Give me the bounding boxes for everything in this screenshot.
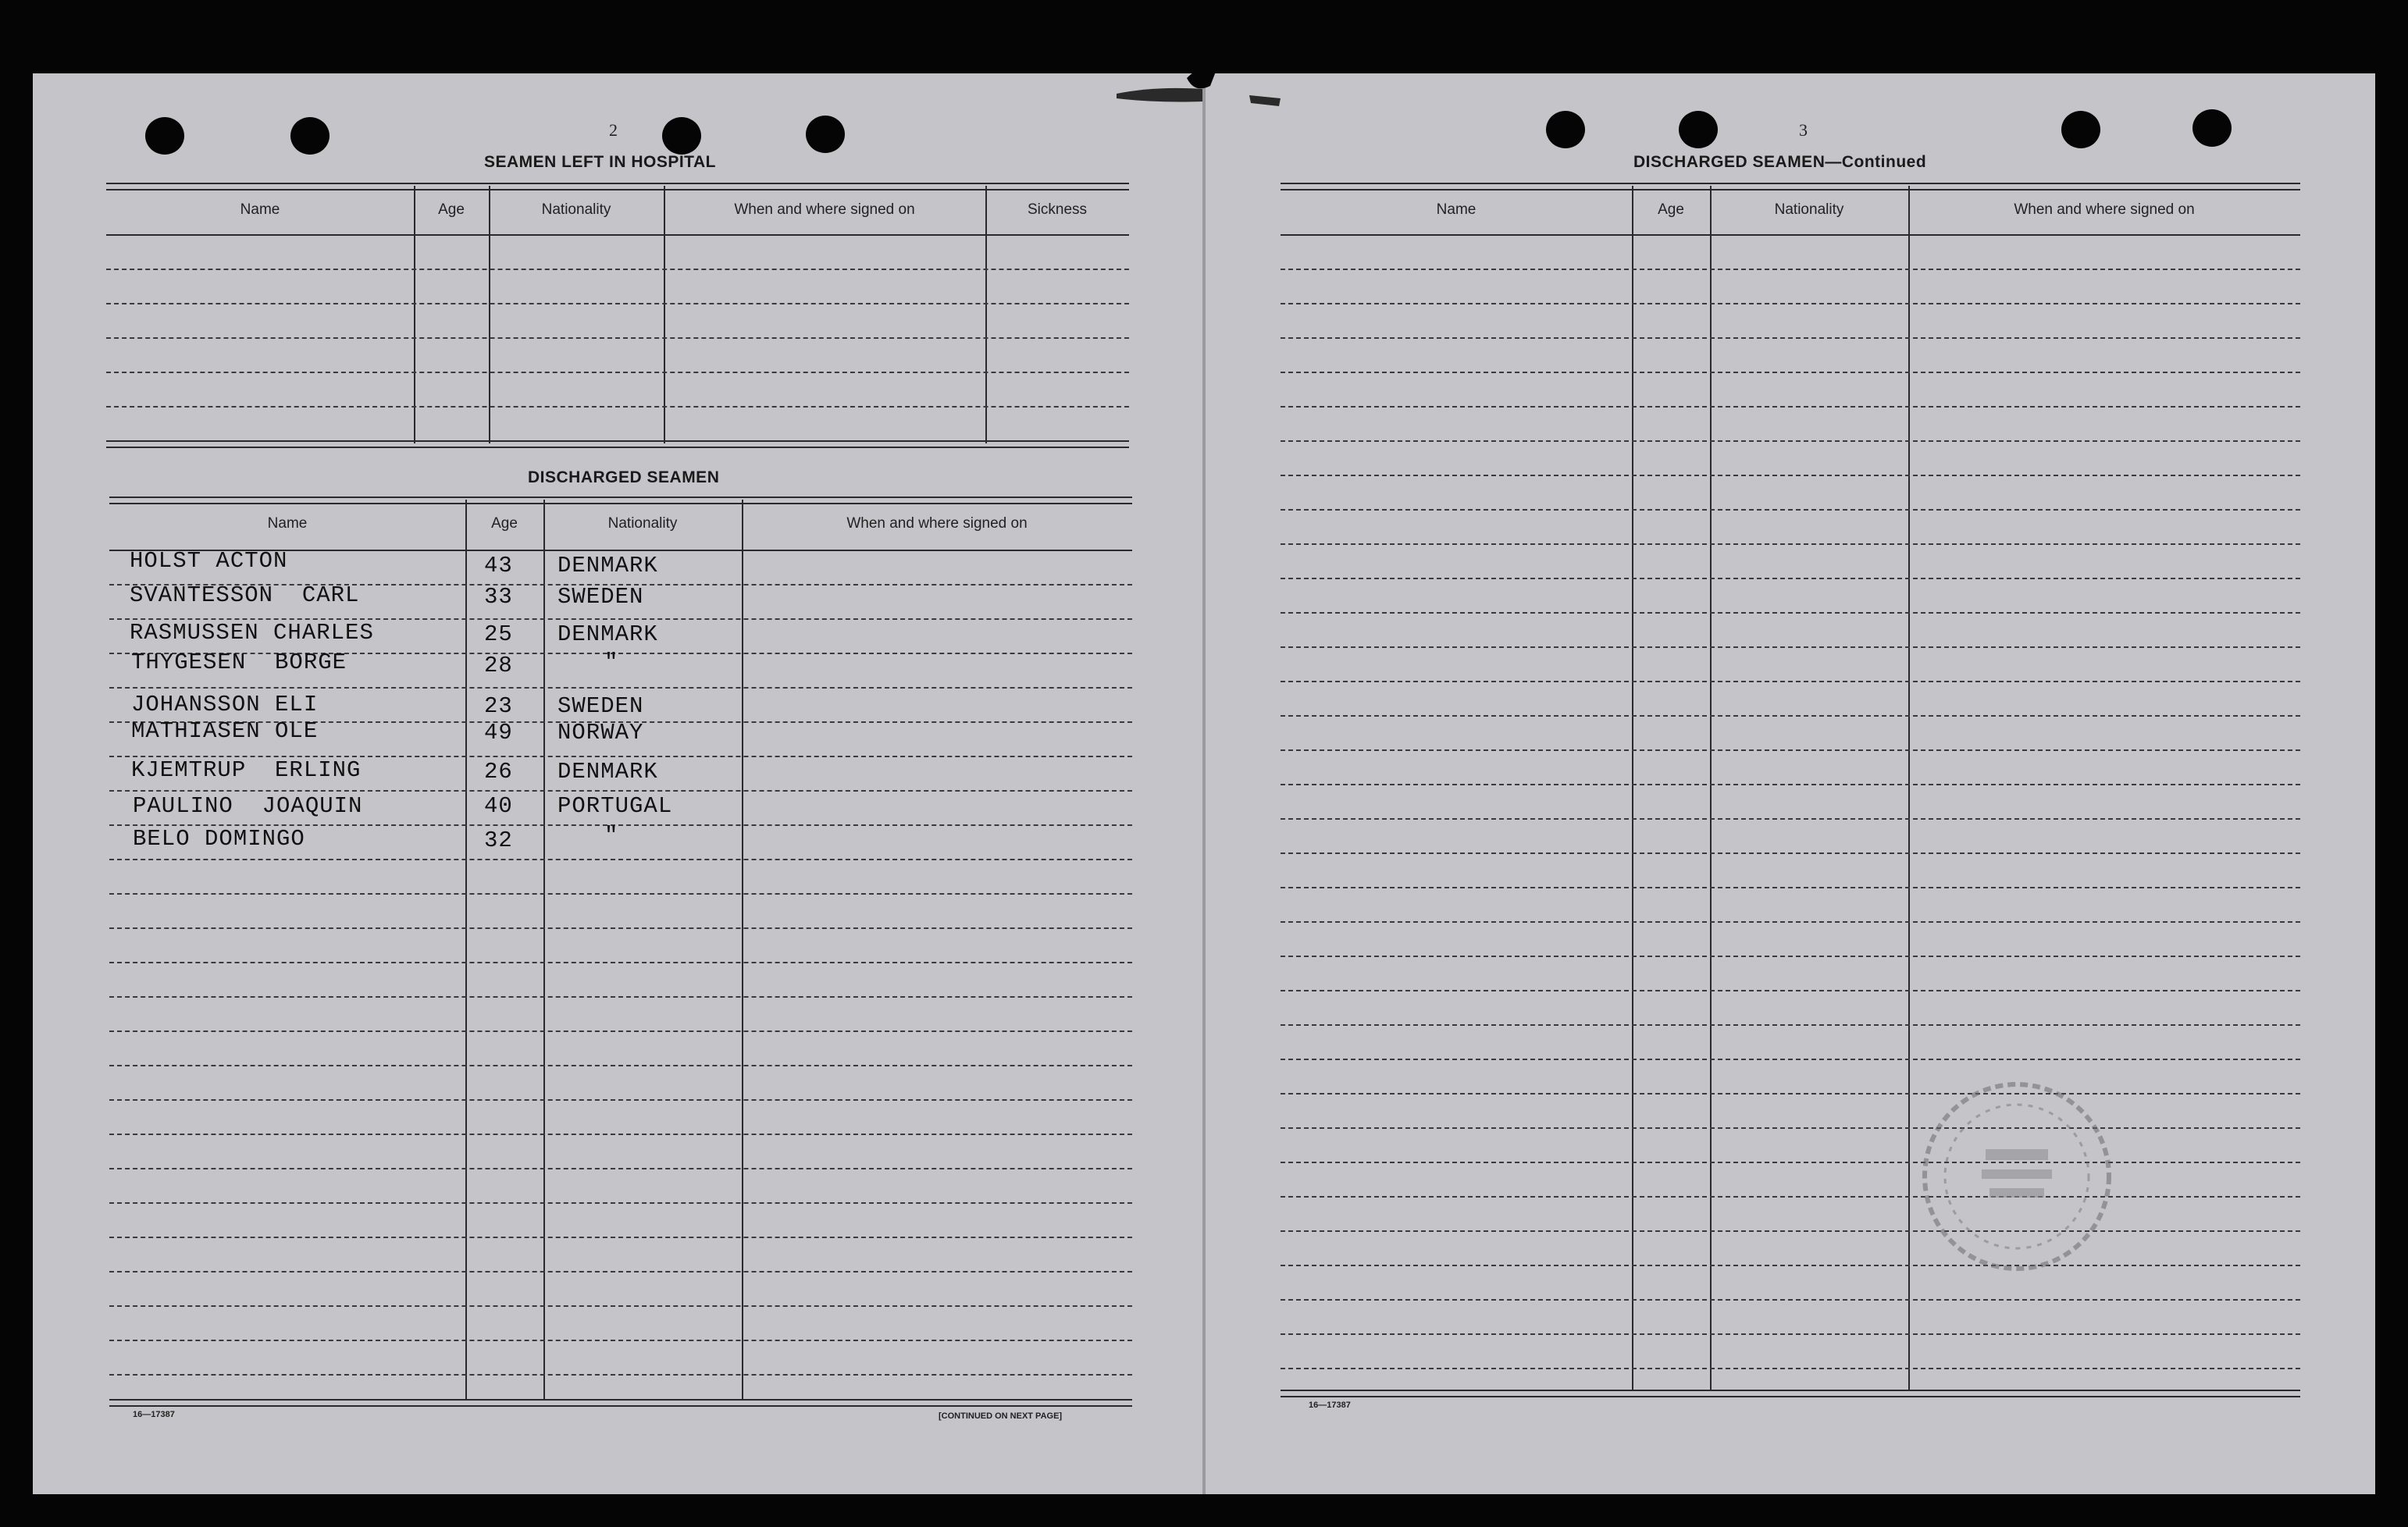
seaman-name: JOHANSSON ELI <box>131 692 319 717</box>
hospital-table <box>106 183 1129 448</box>
seaman-name: MATHIASEN OLE <box>131 718 319 744</box>
seaman-nationality: " <box>604 650 619 675</box>
column-header-nationality: Nationality <box>607 515 678 532</box>
column-header-nationality: Nationality <box>1774 201 1844 218</box>
column-header-signed-on: When and where signed on <box>846 515 1028 532</box>
seaman-name: RASMUSSEN CHARLES <box>130 620 374 646</box>
seaman-name: KJEMTRUP ERLING <box>131 757 362 783</box>
seaman-name: PAULINO JOAQUIN <box>133 793 363 819</box>
punch-hole <box>1679 111 1718 148</box>
seaman-age: 23 <box>484 693 513 719</box>
seaman-nationality: PORTUGAL <box>557 793 673 819</box>
column-header-signed-on: When and where signed on <box>2014 201 2195 218</box>
punch-hole <box>1546 111 1585 148</box>
continued-note: [CONTINUED ON NEXT PAGE] <box>939 1411 1063 1421</box>
faded-circular-stamp <box>1911 1071 2122 1282</box>
seaman-nationality: DENMARK <box>557 621 658 647</box>
seaman-age: 43 <box>484 553 513 578</box>
discharged-continued-table <box>1281 183 2300 1397</box>
column-header-age: Age <box>438 201 465 218</box>
column-header-signed-on: When and where signed on <box>734 201 915 218</box>
column-header-name: Name <box>1436 201 1477 218</box>
seaman-nationality: DENMARK <box>557 553 658 578</box>
seaman-nationality: DENMARK <box>557 759 658 785</box>
column-header-age: Age <box>1658 201 1684 218</box>
discharged-section-title: DISCHARGED SEAMEN <box>528 468 720 486</box>
column-header-nationality: Nationality <box>541 201 611 218</box>
seaman-nationality: " <box>604 823 619 849</box>
column-header-sickness: Sickness <box>1027 201 1088 218</box>
seaman-name: SVANTESSON CARL <box>130 582 360 608</box>
seaman-nationality: SWEDEN <box>557 584 644 610</box>
seaman-name: BELO DOMINGO <box>133 826 305 852</box>
seaman-age: 26 <box>484 759 513 785</box>
form-number-left: 16—17387 <box>133 1410 175 1419</box>
seaman-age: 40 <box>484 793 513 819</box>
hospital-section-title: SEAMEN LEFT IN HOSPITAL <box>484 153 716 171</box>
column-header-name: Name <box>240 201 280 218</box>
page-number-left: 2 <box>609 120 618 140</box>
punch-hole <box>2061 111 2100 148</box>
seaman-age: 33 <box>484 584 513 610</box>
punch-hole <box>806 116 845 153</box>
discharged-title-suffix: —Continued <box>1825 153 1927 171</box>
seaman-age: 32 <box>484 828 513 853</box>
seaman-age: 25 <box>484 621 513 647</box>
seaman-age: 28 <box>484 653 513 678</box>
seaman-nationality: SWEDEN <box>557 693 644 719</box>
punch-hole <box>2192 109 2232 147</box>
page-number-right: 3 <box>1799 120 1808 140</box>
discharged-table <box>109 497 1132 1402</box>
seaman-name: HOLST ACTON <box>130 548 288 574</box>
seaman-nationality: NORWAY <box>557 720 644 746</box>
seaman-age: 49 <box>484 720 513 746</box>
discharged-continued-title <box>1633 153 1926 172</box>
form-number-right: 16—17387 <box>1309 1401 1351 1410</box>
column-header-age: Age <box>491 515 518 532</box>
binding-fold <box>1202 73 1206 1494</box>
seaman-name: THYGESEN BORGE <box>131 650 347 675</box>
column-header-name: Name <box>267 515 308 532</box>
punch-hole <box>145 117 184 155</box>
discharged-title-main: DISCHARGED SEAMEN <box>1633 153 1826 171</box>
punch-hole <box>290 117 329 155</box>
torn-paper-mark <box>1093 31 1327 117</box>
punch-hole <box>662 117 701 155</box>
